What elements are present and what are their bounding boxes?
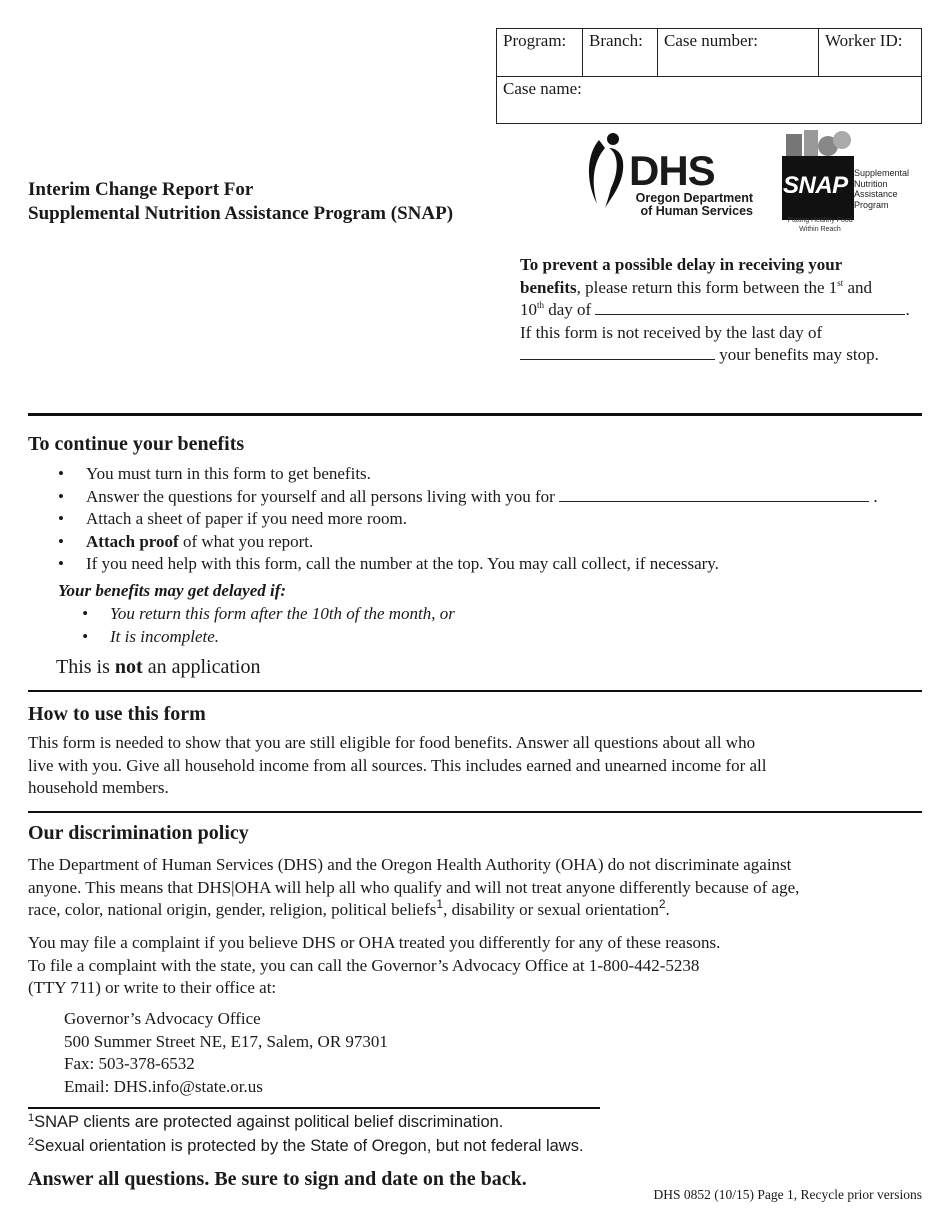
how-section <box>28 703 206 726</box>
footnote-1-text: SNAP clients are protected against political belief discrimination. <box>34 1113 504 1131</box>
bullet: • <box>82 604 88 623</box>
form-id: DHS 0852 (10/15) Page 1, Recycle prior versions <box>653 1187 922 1202</box>
discrimination-p2 <box>28 932 938 1000</box>
title-line-2: Supplemental Nutrition Assistance Program (SNAP) <box>28 203 454 224</box>
dhs-acronym: DHS <box>629 147 715 194</box>
page-title <box>28 178 453 226</box>
snap-logo <box>770 128 930 238</box>
delay-list <box>82 603 682 648</box>
notice-sup-2: th <box>537 300 545 310</box>
not-app-text-1: This is <box>56 656 115 678</box>
complaint-line-2: To file a complaint with the state, you can call the Governor’s Advocacy Office at 1-800-442-5238 <box>28 955 700 975</box>
footnote-divider <box>28 1107 600 1109</box>
list-item <box>58 486 938 509</box>
address-line-1: Governor’s Advocacy Office <box>64 1009 261 1028</box>
list-item <box>58 463 938 486</box>
snap-side-4: Program <box>854 199 889 210</box>
email-address[interactable]: Email: DHS.info@state.or.us <box>64 1076 263 1096</box>
period-blank[interactable] <box>559 486 869 502</box>
address-line-2: 500 Summer Street NE, E17, Salem, OR 97301 <box>64 1031 388 1051</box>
section-divider <box>28 811 922 813</box>
bullet: • <box>58 464 64 483</box>
disc-line-3a: race, color, national origin, gender, religion, political beliefs <box>28 900 437 919</box>
snap-tagline-1: Putting Healthy Food <box>787 217 853 224</box>
return-notice <box>520 254 920 367</box>
case-info-box <box>496 28 922 124</box>
not-application-note <box>56 656 260 679</box>
snap-side-1: Supplemental <box>854 168 910 178</box>
case-number-label: Case number: <box>664 31 758 50</box>
list-item-bold: Attach proof <box>86 531 179 551</box>
how-heading: How to use this form <box>28 703 206 725</box>
notice-sup-1: st <box>837 277 844 288</box>
notice-text-6: If this form is not received by the last day of <box>520 322 823 342</box>
list-item-text: You return this form after the 10th of the month, or <box>110 604 455 623</box>
complaint-line-1: You may file a complaint if you believe DHS or OHA treated you differently for any of these reasons. <box>28 933 721 952</box>
notice-text-7: your benefits may stop. <box>715 345 879 364</box>
footnote-1 <box>28 1113 503 1132</box>
notice-text-5: . <box>905 300 910 319</box>
case-name-label: Case name: <box>503 79 582 98</box>
list-item <box>58 553 938 576</box>
continue-heading: To continue your benefits <box>28 433 245 455</box>
list-item-text: Answer the questions for yourself and all persons living with you for <box>86 486 555 506</box>
disc-line-2: anyone. This means that DHS|OHA will help all who qualify and will not treat anyone differently because of age, <box>28 877 800 897</box>
case-name-field[interactable] <box>497 77 921 101</box>
disc-line-3b: , disability or sexual orientation <box>443 900 659 919</box>
list-item-text: Attach a sheet of paper if you need more room. <box>86 509 407 528</box>
notice-bold-2: benefits <box>520 277 577 297</box>
list-item <box>58 508 938 531</box>
snap-side-2: Nutrition <box>854 178 888 189</box>
not-app-bold: not <box>114 656 143 678</box>
program-label: Program: <box>503 31 567 50</box>
snap-side-3: Assistance <box>854 189 898 199</box>
last-day-blank[interactable] <box>520 344 715 360</box>
notice-bold-1: To prevent a possible delay in receiving your <box>520 255 843 274</box>
snap-side-text <box>854 168 909 210</box>
notice-text-2: and <box>843 277 873 297</box>
program-field[interactable] <box>497 29 583 76</box>
title-line-1: Interim Change Report For <box>28 179 254 200</box>
continue-section <box>28 433 244 456</box>
bullet: • <box>58 486 64 506</box>
bullet: • <box>58 531 64 551</box>
worker-id-field[interactable] <box>819 29 921 76</box>
dhs-logo-line-1: Oregon Department <box>635 191 753 205</box>
section-divider <box>28 413 922 416</box>
snap-tagline <box>770 216 870 234</box>
delay-list-wrap <box>82 603 682 648</box>
branch-label: Branch: <box>589 31 643 50</box>
list-item <box>82 603 682 626</box>
footnote-2 <box>28 1137 584 1156</box>
bullet: • <box>82 626 88 646</box>
snap-tagline-2: Within Reach <box>799 226 841 233</box>
bullet: • <box>58 509 64 528</box>
continue-list <box>58 463 938 576</box>
how-body <box>28 732 928 800</box>
discrimination-heading: Our discrimination policy <box>28 822 249 844</box>
how-line-1: This form is needed to show that you are still eligible for food benefits. Answer all questions about all who <box>28 733 756 752</box>
snap-word: SNAP <box>783 172 848 199</box>
sign-instruction: Answer all questions. Be sure to sign and date on the back. <box>28 1168 527 1190</box>
list-item-text: It is incomplete. <box>110 626 220 646</box>
list-item-text: You must turn in this form to get benefits. <box>86 464 371 483</box>
list-item <box>58 531 938 554</box>
dhs-logo-text <box>629 192 753 218</box>
how-line-2: live with you. Give all household income from all sources. This includes earned and unearned income for all <box>28 755 767 775</box>
disc-line-3c: . <box>665 900 670 919</box>
case-number-field[interactable] <box>658 29 819 76</box>
governor-office-address <box>64 1008 388 1098</box>
list-item <box>82 626 682 649</box>
notice-text-1: , please return this form between the 1 <box>576 277 838 297</box>
discrimination-section <box>28 822 249 845</box>
complaint-line-3: (TTY 711) or write to their office at: <box>28 978 277 997</box>
list-item-text: If you need help with this form, call the number at the top. You may call collect, if necessary. <box>86 554 719 573</box>
notice-text-3: 10 <box>520 300 537 319</box>
disc-line-1: The Department of Human Services (DHS) and the Oregon Health Authority (OHA) do not discriminate against <box>28 855 792 874</box>
list-item-text: of what you report. <box>178 531 314 551</box>
fax-number: Fax: 503-378-6532 <box>64 1054 195 1073</box>
not-app-text-2: an application <box>142 656 261 678</box>
list-item-end: . <box>873 486 878 506</box>
footnote-2-ref: 2 <box>658 897 666 911</box>
footnote-1-mark: 1 <box>28 1112 35 1124</box>
dhs-logo-line-2: of Human Services <box>640 204 753 218</box>
notice-text-4: day of <box>544 300 592 319</box>
section-divider <box>28 690 922 692</box>
worker-id-label: Worker ID: <box>825 31 903 50</box>
branch-field[interactable] <box>583 29 658 76</box>
bullet: • <box>58 554 64 573</box>
footnote-2-text: Sexual orientation is protected by the State of Oregon, but not federal laws. <box>34 1137 584 1155</box>
continue-list-wrap <box>58 463 938 576</box>
delay-heading: Your benefits may get delayed if: <box>58 581 287 600</box>
dhs-logo <box>585 132 760 222</box>
return-month-blank[interactable] <box>595 299 905 315</box>
footnote-1-ref: 1 <box>436 897 444 911</box>
discrimination-p1 <box>28 854 938 922</box>
how-line-3: household members. <box>28 778 169 797</box>
footnote-2-mark: 2 <box>28 1136 35 1148</box>
